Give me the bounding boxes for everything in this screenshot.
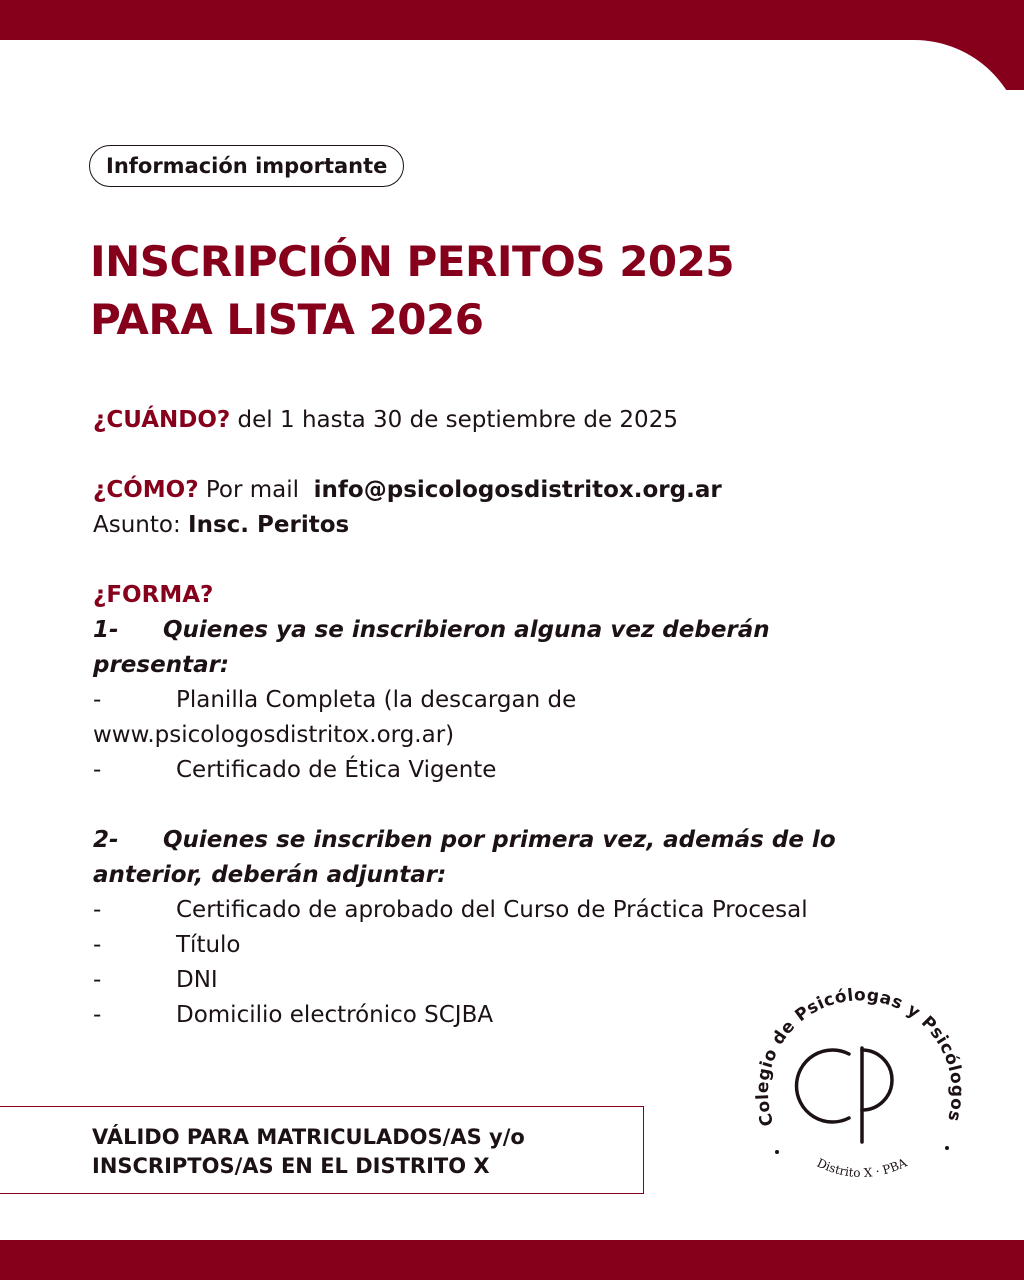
bullet-dash: - bbox=[93, 757, 102, 783]
group-2-heading bbox=[93, 823, 993, 858]
bullet-dash: - bbox=[93, 967, 102, 993]
bullet-dash: - bbox=[93, 1002, 102, 1028]
title-line-2: PARA LISTA 2026 bbox=[90, 295, 484, 344]
subject-line bbox=[93, 508, 993, 543]
page-title bbox=[90, 233, 734, 349]
when-label: ¿CUÁNDO? bbox=[93, 407, 231, 433]
notice-line-2: INSCRIPTOS/AS EN EL DISTRITO X bbox=[92, 1154, 490, 1178]
list-item bbox=[93, 683, 993, 718]
when-line bbox=[93, 403, 993, 438]
list-item bbox=[93, 753, 993, 788]
bullet-dash: - bbox=[93, 932, 102, 958]
group-2-heading-text: Quienes se inscriben por primera vez, además de lo bbox=[163, 827, 836, 853]
info-badge: Información importante bbox=[89, 145, 404, 187]
notice-line-1: VÁLIDO PARA MATRICULADOS/AS y/o bbox=[92, 1125, 525, 1149]
list-item-text: Título bbox=[176, 932, 241, 958]
svg-text:Distrito X · PBA bbox=[815, 1155, 910, 1180]
list-item-text-cont: www.psicologosdistritox.org.ar) bbox=[93, 722, 455, 748]
when-text: del 1 hasta 30 de septiembre de 2025 bbox=[237, 407, 678, 433]
cp-monogram bbox=[797, 1048, 892, 1142]
seal-dot bbox=[945, 1146, 949, 1150]
list-item bbox=[93, 893, 993, 928]
contact-email[interactable]: info@psicologosdistritox.org.ar bbox=[313, 477, 722, 503]
bottom-band bbox=[0, 1240, 1024, 1280]
list-item bbox=[93, 928, 993, 963]
group-1-heading-text: Quienes ya se inscribieron alguna vez deberán bbox=[163, 617, 770, 643]
title-line-1: INSCRIPCIÓN PERITOS 2025 bbox=[90, 237, 735, 286]
group-1-heading bbox=[93, 613, 993, 648]
seal-arc-text: Colegio de Psicólogas y Psicólogos bbox=[752, 986, 968, 1129]
list-item-text: DNI bbox=[176, 967, 218, 993]
info-body bbox=[93, 403, 993, 1033]
group-1-number: 1- bbox=[93, 617, 119, 643]
subject-value: Insc. Peritos bbox=[188, 512, 350, 538]
group-2-number: 2- bbox=[93, 827, 119, 853]
bullet-dash: - bbox=[93, 897, 102, 923]
seal-bottom-text: Distrito X · PBA bbox=[814, 1155, 910, 1181]
how-label: ¿CÓMO? bbox=[93, 477, 199, 503]
seal-dot bbox=[775, 1150, 779, 1154]
college-seal-logo bbox=[745, 986, 985, 1206]
list-item-text: Certificado de Ética Vigente bbox=[176, 757, 497, 783]
top-band bbox=[0, 0, 1024, 90]
form-label: ¿FORMA? bbox=[93, 582, 214, 608]
validity-notice bbox=[0, 1106, 644, 1194]
group-1-heading-cont: presentar: bbox=[93, 652, 230, 678]
list-item-text: Planilla Completa (la descargan de bbox=[176, 687, 577, 713]
subject-label: Asunto: bbox=[93, 512, 181, 538]
top-band-curve bbox=[0, 40, 1024, 90]
how-text: Por mail bbox=[205, 477, 300, 503]
bullet-dash: - bbox=[93, 687, 102, 713]
svg-text:Colegio de Psicólogas y Psicól bbox=[753, 986, 967, 1128]
how-line bbox=[93, 473, 993, 508]
list-item-text: Certificado de aprobado del Curso de Práctica Procesal bbox=[176, 897, 808, 923]
group-2-heading-cont: anterior, deberán adjuntar: bbox=[93, 862, 447, 888]
list-item-text: Domicilio electrónico SCJBA bbox=[176, 1002, 494, 1028]
